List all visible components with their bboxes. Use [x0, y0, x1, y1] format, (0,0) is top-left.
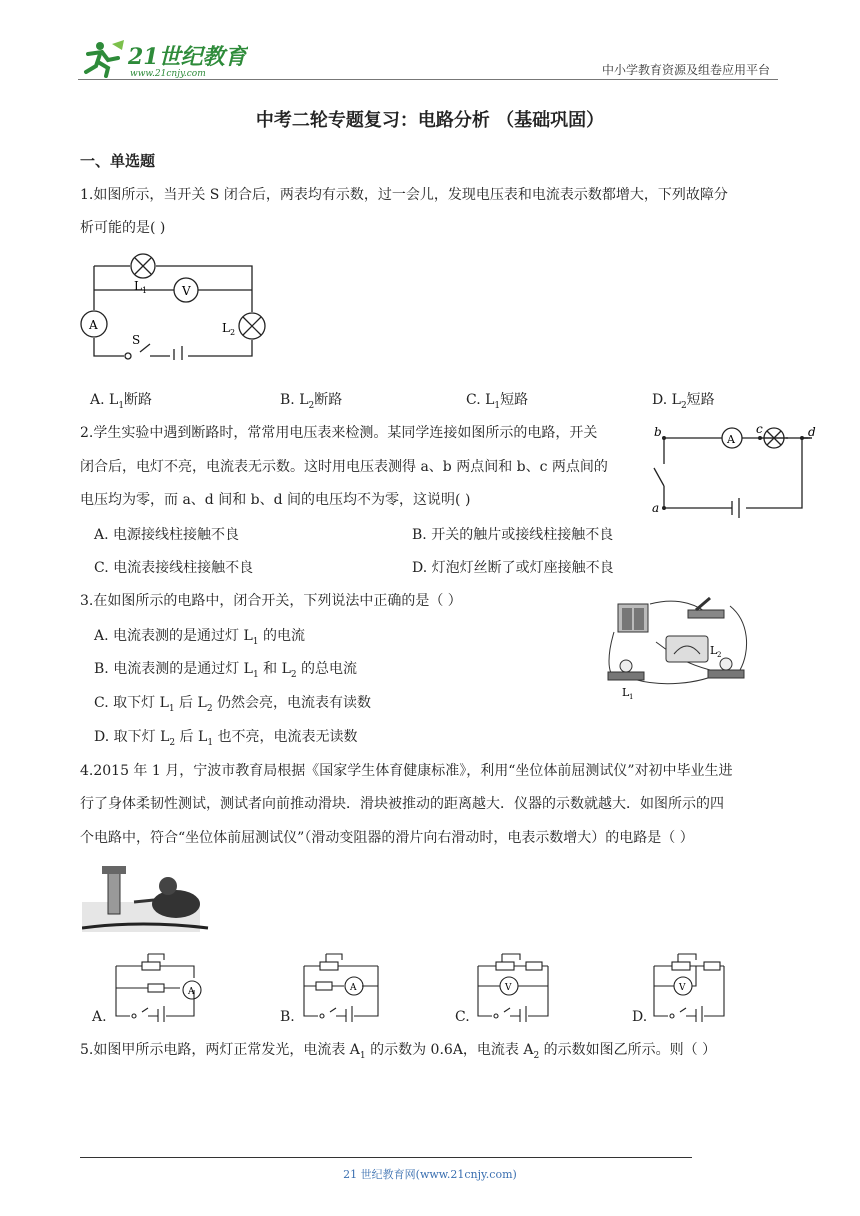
q3-option-b[interactable]: B. 电流表测的是通过灯 $L_1$ 和 $L_2$ 的总电流	[94, 661, 358, 680]
q2-option-d[interactable]: D. 灯泡灯丝断了或灯座接触不良	[412, 560, 614, 576]
q1-option-b[interactable]: B. $L_2$断路	[280, 392, 343, 411]
q4-option-a[interactable]: A.	[92, 1009, 107, 1025]
section-heading: 一、单选题	[80, 152, 156, 170]
q1-option-d[interactable]: D. $L_2$短路	[652, 392, 715, 411]
q3-lamp2-sub: 2	[717, 651, 722, 659]
q4c-meter-label: V	[505, 983, 512, 993]
q5-text-line1: 5.如图甲所示电路，两灯正常发光，电流表 $A_1$ 的示数为 0.6A，电流表 $A_2$ 的示数如图乙所示。则（ ）	[80, 1042, 717, 1061]
q2-ammeter-label: A	[727, 433, 735, 446]
voltmeter-label: V	[182, 284, 191, 298]
ammeter-label: A	[89, 318, 98, 332]
site-logo	[78, 38, 248, 80]
q4-option-c[interactable]: C.	[455, 1009, 470, 1025]
q2-option-b[interactable]: B. 开关的触片或接线柱接触不良	[412, 527, 614, 543]
q3-option-d[interactable]: D. 取下灯 $L_2$ 后 $L_1$ 也不亮，电流表无读数	[94, 729, 358, 748]
q3-text-line1: 3.在如图所示的电路中，闭合开关，下列说法中正确的是（ ）	[80, 593, 462, 609]
q4-option-d[interactable]: D.	[632, 1009, 648, 1025]
point-d-label: d	[808, 425, 816, 439]
q4-test-device-photo	[82, 862, 210, 936]
q4-circuit-c	[468, 950, 568, 1022]
logo-text: 21世纪教育	[128, 44, 247, 70]
q3-option-a[interactable]: A. 电流表测的是通过灯 $L_1$ 的电流	[94, 628, 305, 647]
q3-lamp1-sub: 1	[629, 693, 634, 701]
q2-option-a[interactable]: A. 电源接线柱接触不良	[94, 527, 240, 543]
lamp2-sub: 2	[230, 328, 236, 337]
q3-physical-circuit-picture	[600, 592, 758, 704]
point-b-label: b	[654, 425, 662, 439]
footer-text: 21 世纪教育网(www.21cnjy.com)	[343, 1168, 517, 1181]
q3-lamp2-label: L	[710, 644, 718, 657]
q2-text-line2: 闭合后，电灯不亮，电流表无示数。这时用电压表测得 a、b 两点间和 b、c 两点间的	[80, 459, 608, 475]
page-title: 中考二轮专题复习：电路分析 （基础巩固）	[255, 110, 605, 131]
q1-option-c[interactable]: C. $L_1$短路	[466, 392, 529, 411]
q4b-meter-label: A	[350, 983, 357, 993]
q4-option-b[interactable]: B.	[280, 1009, 295, 1025]
runner-icon	[86, 40, 124, 76]
q4d-meter-label: V	[679, 983, 686, 993]
q2-circuit-diagram	[650, 420, 830, 520]
lamp2-label: L	[222, 321, 230, 335]
q1-option-a[interactable]: A. $L_1$断路	[90, 392, 153, 411]
header-tagline: 中小学教育资源及组卷应用平台	[601, 63, 770, 77]
q4-text-line1: 4.2015 年 1 月，宁波市教育局根据《国家学生体育健康标准》，利用“坐位体前屈测试仪”对初中毕业生进	[80, 763, 733, 779]
q4-text-line3: 个电路中，符合“坐位体前屈测试仪”（滑动变阻器的滑片向右滑动时，电表示数增大）的电路是（ ）	[80, 830, 694, 846]
q4a-meter-label: A	[188, 987, 195, 997]
q2-text-line1: 2.学生实验中遇到断路时，常常用电压表来检测。某同学连接如图所示的电路，开关	[80, 425, 598, 441]
q4-circuit-a	[104, 950, 204, 1022]
q1-circuit-diagram	[78, 248, 268, 360]
q4-circuit-b	[292, 950, 392, 1022]
q2-option-c[interactable]: C. 电流表接线柱接触不良	[94, 560, 254, 576]
q3-lamp1-label: L	[622, 686, 630, 699]
footer-divider	[80, 1157, 692, 1158]
switch-label: S	[132, 333, 141, 347]
q1-text-line2: 析可能的是( )	[80, 220, 166, 236]
q2-text-line3: 电压均为零，而 a、d 间和 b、d 间的电压均不为零，这说明( )	[80, 492, 471, 508]
header-divider	[78, 79, 778, 80]
q4-circuit-d	[648, 950, 748, 1022]
lamp1-sub: 1	[142, 286, 148, 295]
q4-text-line2: 行了身体柔韧性测试，测试者向前推动滑块．滑块被推动的距离越大．仪器的示数就越大．如图所示的四	[80, 796, 724, 812]
point-a-label: a	[652, 501, 660, 515]
logo-url: www.21cnjy.com	[130, 69, 206, 79]
q1-text-line1: 1.如图所示，当开关 S 闭合后，两表均有示数，过一会儿，发现电压表和电流表示数都增大，下列故障分	[80, 187, 728, 203]
lamp1-label: L	[134, 279, 142, 293]
q3-option-c[interactable]: C. 取下灯 $L_1$ 后 $L_2$ 仍然会亮，电流表有读数	[94, 695, 371, 714]
point-c-label: c	[756, 422, 763, 436]
